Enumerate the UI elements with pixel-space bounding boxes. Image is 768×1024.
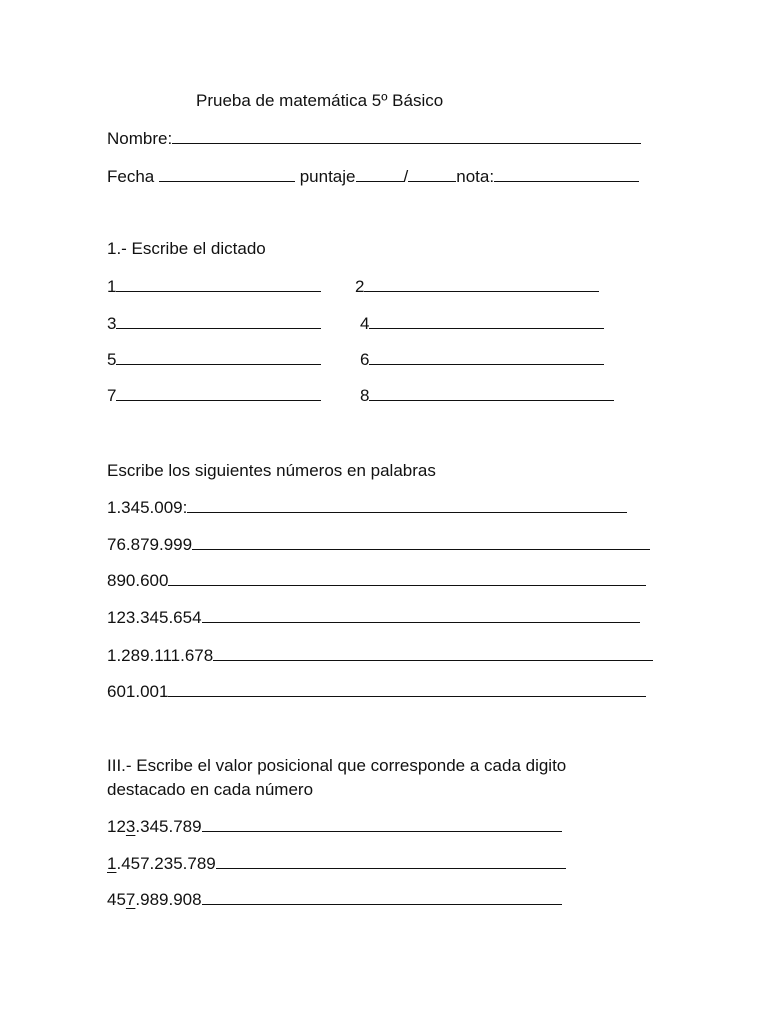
dictado-number: 2 [355,277,365,296]
dictado-number: 3 [107,314,117,333]
nota-label: nota: [456,167,495,186]
section3-title-line1: III.- Escribe el valor posicional que corresponde a cada digito [107,756,567,775]
place-value-blank[interactable] [216,853,566,869]
dictado-item [360,385,614,407]
dictado-item [107,276,321,298]
dictado-item [360,349,604,371]
nombre-row [107,128,641,150]
highlighted-digit: 3 [125,817,136,836]
puntaje-slash: / [403,167,409,186]
dictado-number: 5 [107,350,117,369]
number-words-blank[interactable] [168,681,646,697]
number-before: 45 [107,890,126,909]
dictado-blank[interactable] [369,385,614,401]
number-words-blank[interactable] [213,645,653,661]
number-after: .989.908 [135,890,202,909]
number-label: 1.289.111.678 [107,646,214,665]
number-label: 890.600 [107,571,169,590]
dictado-blank[interactable] [369,349,604,365]
puntaje-blank[interactable] [356,166,404,182]
number-label: 1.345.009: [107,498,188,517]
highlighted-digit: 7 [125,890,136,909]
number-words-item [107,645,653,667]
place-value-item [107,816,562,838]
dictado-blank[interactable] [116,349,321,365]
dictado-item [107,385,321,407]
number-words-item [107,534,650,556]
nombre-label: Nombre: [107,129,173,148]
number-words-blank[interactable] [202,607,640,623]
puntaje-total-blank[interactable] [408,166,456,182]
number-words-item [107,681,646,703]
number-words-blank[interactable] [192,534,650,550]
dictado-number: 4 [360,314,370,333]
number-words-blank[interactable] [187,497,627,513]
dictado-item [107,349,321,371]
nota-blank[interactable] [494,166,639,182]
dictado-number: 8 [360,386,370,405]
section2-title: Escribe los siguientes números en palabras [107,461,436,480]
page-title: Prueba de matemática 5º Básico [196,91,444,110]
place-value-blank[interactable] [202,816,562,832]
place-value-item [107,853,566,875]
nombre-blank[interactable] [172,128,641,144]
dictado-blank[interactable] [116,313,321,329]
dictado-blank[interactable] [116,276,321,292]
section1-title: 1.- Escribe el dictado [107,239,266,258]
fecha-label: Fecha [107,167,155,186]
highlighted-digit: 1 [107,854,117,873]
place-value-item [107,889,562,911]
number-after: .457.235.789 [116,854,216,873]
dictado-blank[interactable] [116,385,321,401]
number-after: .345.789 [135,817,202,836]
number-words-item [107,607,640,629]
fecha-row [107,166,639,188]
dictado-number: 7 [107,386,117,405]
dictado-number: 1 [107,277,117,296]
number-label: 76.879.999 [107,535,193,554]
dictado-item [355,276,599,298]
number-words-blank[interactable] [168,570,646,586]
place-value-blank[interactable] [202,889,562,905]
section3-title-line2: destacado en cada número [107,780,314,799]
number-label: 601.001 [107,682,169,701]
number-before: 12 [107,817,126,836]
number-words-item [107,570,646,592]
number-label: 123.345.654 [107,608,202,627]
dictado-blank[interactable] [364,276,599,292]
dictado-item [360,313,604,335]
fecha-blank[interactable] [159,166,295,182]
dictado-blank[interactable] [369,313,604,329]
dictado-item [107,313,321,335]
dictado-number: 6 [360,350,370,369]
puntaje-label: puntaje [299,167,356,186]
number-words-item [107,497,627,519]
